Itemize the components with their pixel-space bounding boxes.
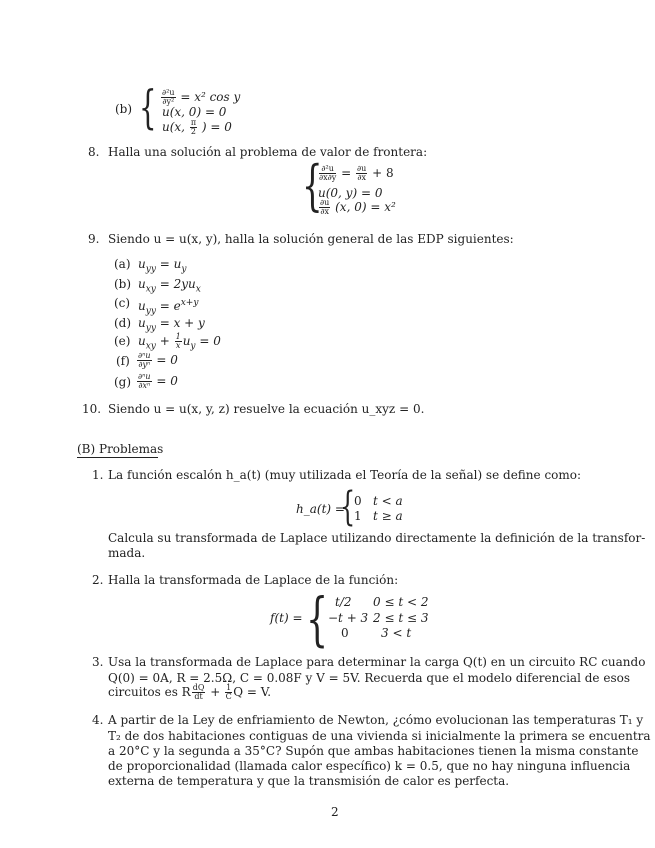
problem-9g-eq: $\frac{\text{∂ⁿu}}{\text{∂xⁿ}}$ = 0 [138,372,178,390]
b3-number: 3. [92,655,104,669]
problem-10-number: 10. [82,402,102,416]
b2-case3-val: 0 [341,626,349,640]
b2-case1-val: t/2 [335,595,352,609]
problem-9c-eq: $u_{yy} = e^{x+y}$ [138,298,199,317]
b2-brace: { [306,585,329,653]
problem-9f-label: (f) [116,354,130,368]
problem-9b-label: (b) [114,277,132,291]
b3-line2: Q(0) = 0A, R = 2.5Ω, C = 0.08F y V = 5V. Recuerda que el modelo diferencial de esos [108,671,630,685]
b4-line2: T₂ de dos habitaciones contiguas de una vivienda si inicialmente la primera se encuentra [108,729,651,743]
b3-line1: Usa la transformada de Laplace para determinar la carga Q(t) en un circuito RC cuando [108,655,646,669]
problem-8-eq3: $\frac{\partial u}{\partial x}$ (x, 0) = x² [320,198,396,216]
b1-case2-cond: t ≥ a [373,509,403,523]
section-b-title: (B) Problemas [77,442,164,456]
b1-brace: { [340,484,356,530]
b4-line3: a 20°C y la segunda a 35°C? Supón que ambas habitaciones tienen la misma constante [108,744,639,758]
problem-7b-eq2: u(x, 0) = 0 [162,105,227,119]
problem-8-text: Halla una solución al problema de valor de frontera: [108,145,428,159]
b4-line1: A partir de la Ley de enfriamiento de Newton, ¿cómo evolucionan las temperaturas T₁ y [108,713,644,727]
b1-text2-line1: Calcula su transformada de Laplace utilizando directamente la definición de la transfor- [108,531,646,545]
problem-7b-label: (b) [115,102,133,116]
b4-number: 4. [92,713,104,727]
problem-9b-eq: $u_{xy} = 2yu_x$ [138,277,201,295]
page-number: 2 [331,805,339,819]
problem-9f-eq: $\frac{\text{∂ⁿu}}{\text{∂yⁿ}}$ = 0 [138,351,178,369]
b4-line4: de proporcionalidad (llamada calor específico) k = 0.5, que no hay ninguna influencia [108,759,631,773]
b1-number: 1. [92,468,104,482]
b2-case1-cond: 0 ≤ t < 2 [373,595,429,609]
problem-7b-eq3: u(x, $\frac{\pi}{2}$ ) = 0 [162,118,232,136]
problem-9d-eq: $u_{yy} = x + y$ [138,316,205,334]
problem-7b-eq1: $\frac{\text{∂²u}}{\text{∂y²}}$ = x² cos y [162,88,241,106]
problem-9a-eq: $u_{yy} = u_y$ [138,257,187,275]
section-b-underline [77,457,158,458]
problem-8-brace: { [302,154,323,217]
problem-7b-brace: { [139,80,157,134]
problem-9-text: Siendo u = u(x, y), halla la solución general de las EDP siguientes: [108,232,514,246]
problem-9e-label: (e) [114,334,131,348]
b1-case2-val: 1 [354,509,362,523]
problem-8-eq1: $\frac{\text{∂²u}}{\partial x\partial y}$ = $\frac{\partial u}{\partial x}$ + 8 [319,164,394,182]
problem-9-number: 9. [88,232,100,246]
b1-text2-line2: mada. [108,546,146,560]
problem-9g-label: (g) [114,375,132,389]
b2-case2-cond: 2 ≤ t ≤ 3 [373,611,429,625]
problem-9c-label: (c) [114,296,131,310]
b2-case3-cond: 3 < t [381,626,412,640]
b2-case2-val: −t + 3 [328,611,369,625]
problem-10-text: Siendo u = u(x, y, z) resuelve la ecuación u_xyz = 0. [108,402,425,416]
problem-9e-eq: $u_{xy}$ + $\frac{1}{x}$ $u_y = 0$ [138,332,221,352]
b1-case1-cond: t < a [373,494,403,508]
problem-8-eq2: u(0, y) = 0 [318,186,383,200]
b4-line5: externa de temperatura y que la transmisión de calor es perfecta. [108,774,510,788]
b2-number: 2. [92,573,104,587]
problem-9d-label: (d) [114,316,132,330]
b1-text1: La función escalón h_a(t) (muy utilizada el Teoría de la señal) se define como: [108,468,582,482]
b1-lhs: h_a(t) = [296,502,345,516]
b1-case1-val: 0 [354,494,362,508]
problem-8-number: 8. [88,145,100,159]
b2-text: Halla la transformada de Laplace de la función: [108,573,399,587]
problem-9a-label: (a) [114,257,131,271]
b2-lhs: f(t) = [270,611,303,625]
b3-line3: circuitos es R $\frac{dQ}{dt}$ + $\frac{1}{C}$ Q = V. [108,683,272,701]
